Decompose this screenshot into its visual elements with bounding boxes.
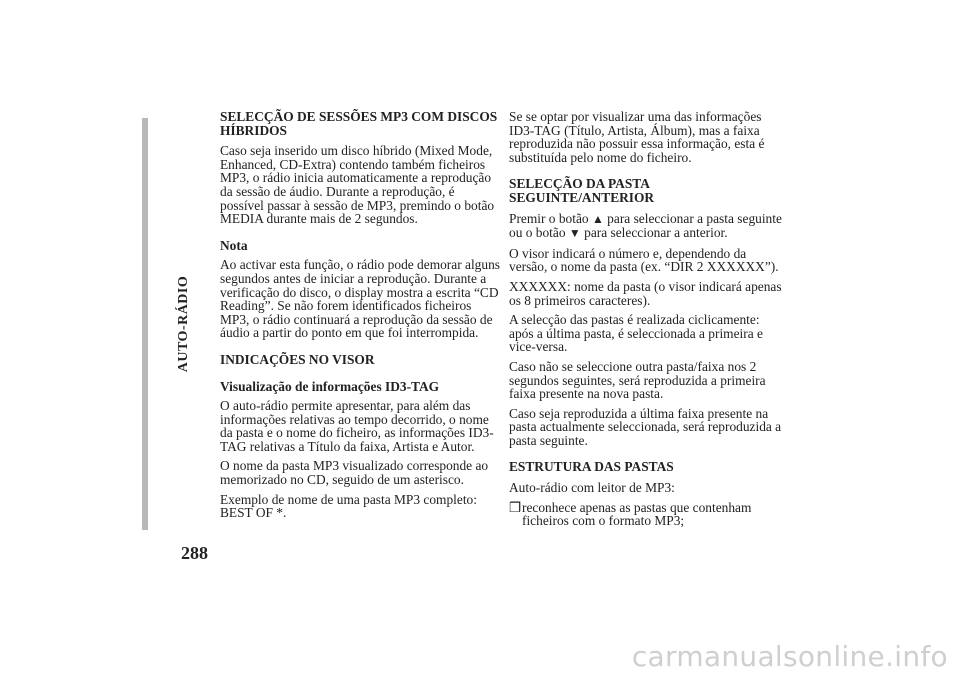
paragraph-cyclic: A selecção das pastas é realizada ciclicamente: após a última pasta, é seleccionada a primeira e vice-versa. <box>509 312 763 355</box>
paragraph-example: Exemplo de nome de uma pasta MP3 completo: BEST OF *. <box>220 491 477 521</box>
heading-display-info: INDICAÇÕES NO VISOR <box>220 351 375 367</box>
note-title: Nota <box>220 237 248 253</box>
watermark: carmanualsonline.info <box>631 640 948 673</box>
paragraph-timeout: Caso não se seleccione outra pasta/faixa nos 2 segundos seguintes, será reproduzida a primeira faixa presente na nova pasta. <box>509 358 766 402</box>
text-part: para seleccionar a anterior. <box>580 225 728 241</box>
heading-folder-select: SELECÇÃO DA PASTA SEGUINTE/ANTERIOR <box>509 176 655 205</box>
paragraph-hybrid-disc: Caso seja inserido um disco híbrido (Mixed Mode, Enhanced, CD-Extra) contendo também ficheiros MP3, o rádio inicia automaticamente a reprodução da sessão de áudio. Durante a reprodução, é possível passar à sessão de MP3, premindo o botão MEDIA durante mais de 2 segundos. <box>220 143 495 227</box>
sidebar-rule <box>142 118 148 530</box>
paragraph-note: Ao activar esta função, o rádio pode demorar alguns segundos antes de iniciar a reprodução. Durante a verificação do disco, o display mostra a escrita “CD Reading”. Se não forem identificados ficheiros MP3, o rádio continuará a reprodução da sessão de áudio a partir do ponto em que foi interrompida. <box>220 257 500 341</box>
paragraph-folder-buttons <box>509 212 785 241</box>
heading-mp3-sessions: SELECÇÃO DE SESSÕES MP3 COM DISCOS HÍBRIDOS <box>220 109 498 138</box>
text-part: para seleccionar a pasta seguinte ou o botão <box>509 210 782 241</box>
paragraph-display-number: O visor indicará o número e, dependendo da versão, o nome da pasta (ex. “DIR 2 XXXXXX”). <box>509 245 779 275</box>
text-part: Premir o botão <box>509 210 592 226</box>
paragraph-mp3-player: Auto-rádio com leitor de MP3: <box>509 480 675 496</box>
list-item <box>509 501 785 528</box>
subheading-id3: Visualização de informações ID3-TAG <box>220 378 440 394</box>
checkbox-bullet-icon: ❒ <box>509 499 522 515</box>
paragraph-folder-name: O nome da pasta MP3 visualizado corresponde ao memorizado no CD, seguido de um asterisco. <box>220 458 489 488</box>
down-arrow-icon: ▼ <box>568 226 581 241</box>
paragraph-id3-fallback: Se se optar por visualizar uma das informações ID3-TAG (Título, Artista, Álbum), mas a faixa reproduzida não possuir essa informação, esta é substituída pelo nome do ficheiro. <box>509 109 765 165</box>
paragraph-xxxxxx: XXXXXX: nome da pasta (o visor indicará apenas os 8 primeiros caracteres). <box>509 278 782 308</box>
page-number: 288 <box>181 543 208 563</box>
up-arrow-icon: ▲ <box>591 211 604 226</box>
section-label: AUTO-RÁDIO <box>176 275 191 373</box>
list-item-text: reconhece apenas as pastas que contenham ficheiros com o formato MP3; <box>522 499 752 529</box>
right-column <box>509 110 785 528</box>
paragraph-last-track: Caso seja reproduzida a última faixa presente na pasta actualmente seleccionada, será reproduzida a pasta seguinte. <box>509 405 782 448</box>
paragraph-id3-info: O auto-rádio permite apresentar, para além das informações relativas ao tempo decorrido, o nome da pasta e o nome do ficheiro, as informações ID3-TAG relativas a Título da faixa, Artista e Autor. <box>220 398 494 454</box>
left-column <box>220 110 500 526</box>
heading-folder-structure: ESTRUTURA DAS PASTAS <box>509 459 674 475</box>
